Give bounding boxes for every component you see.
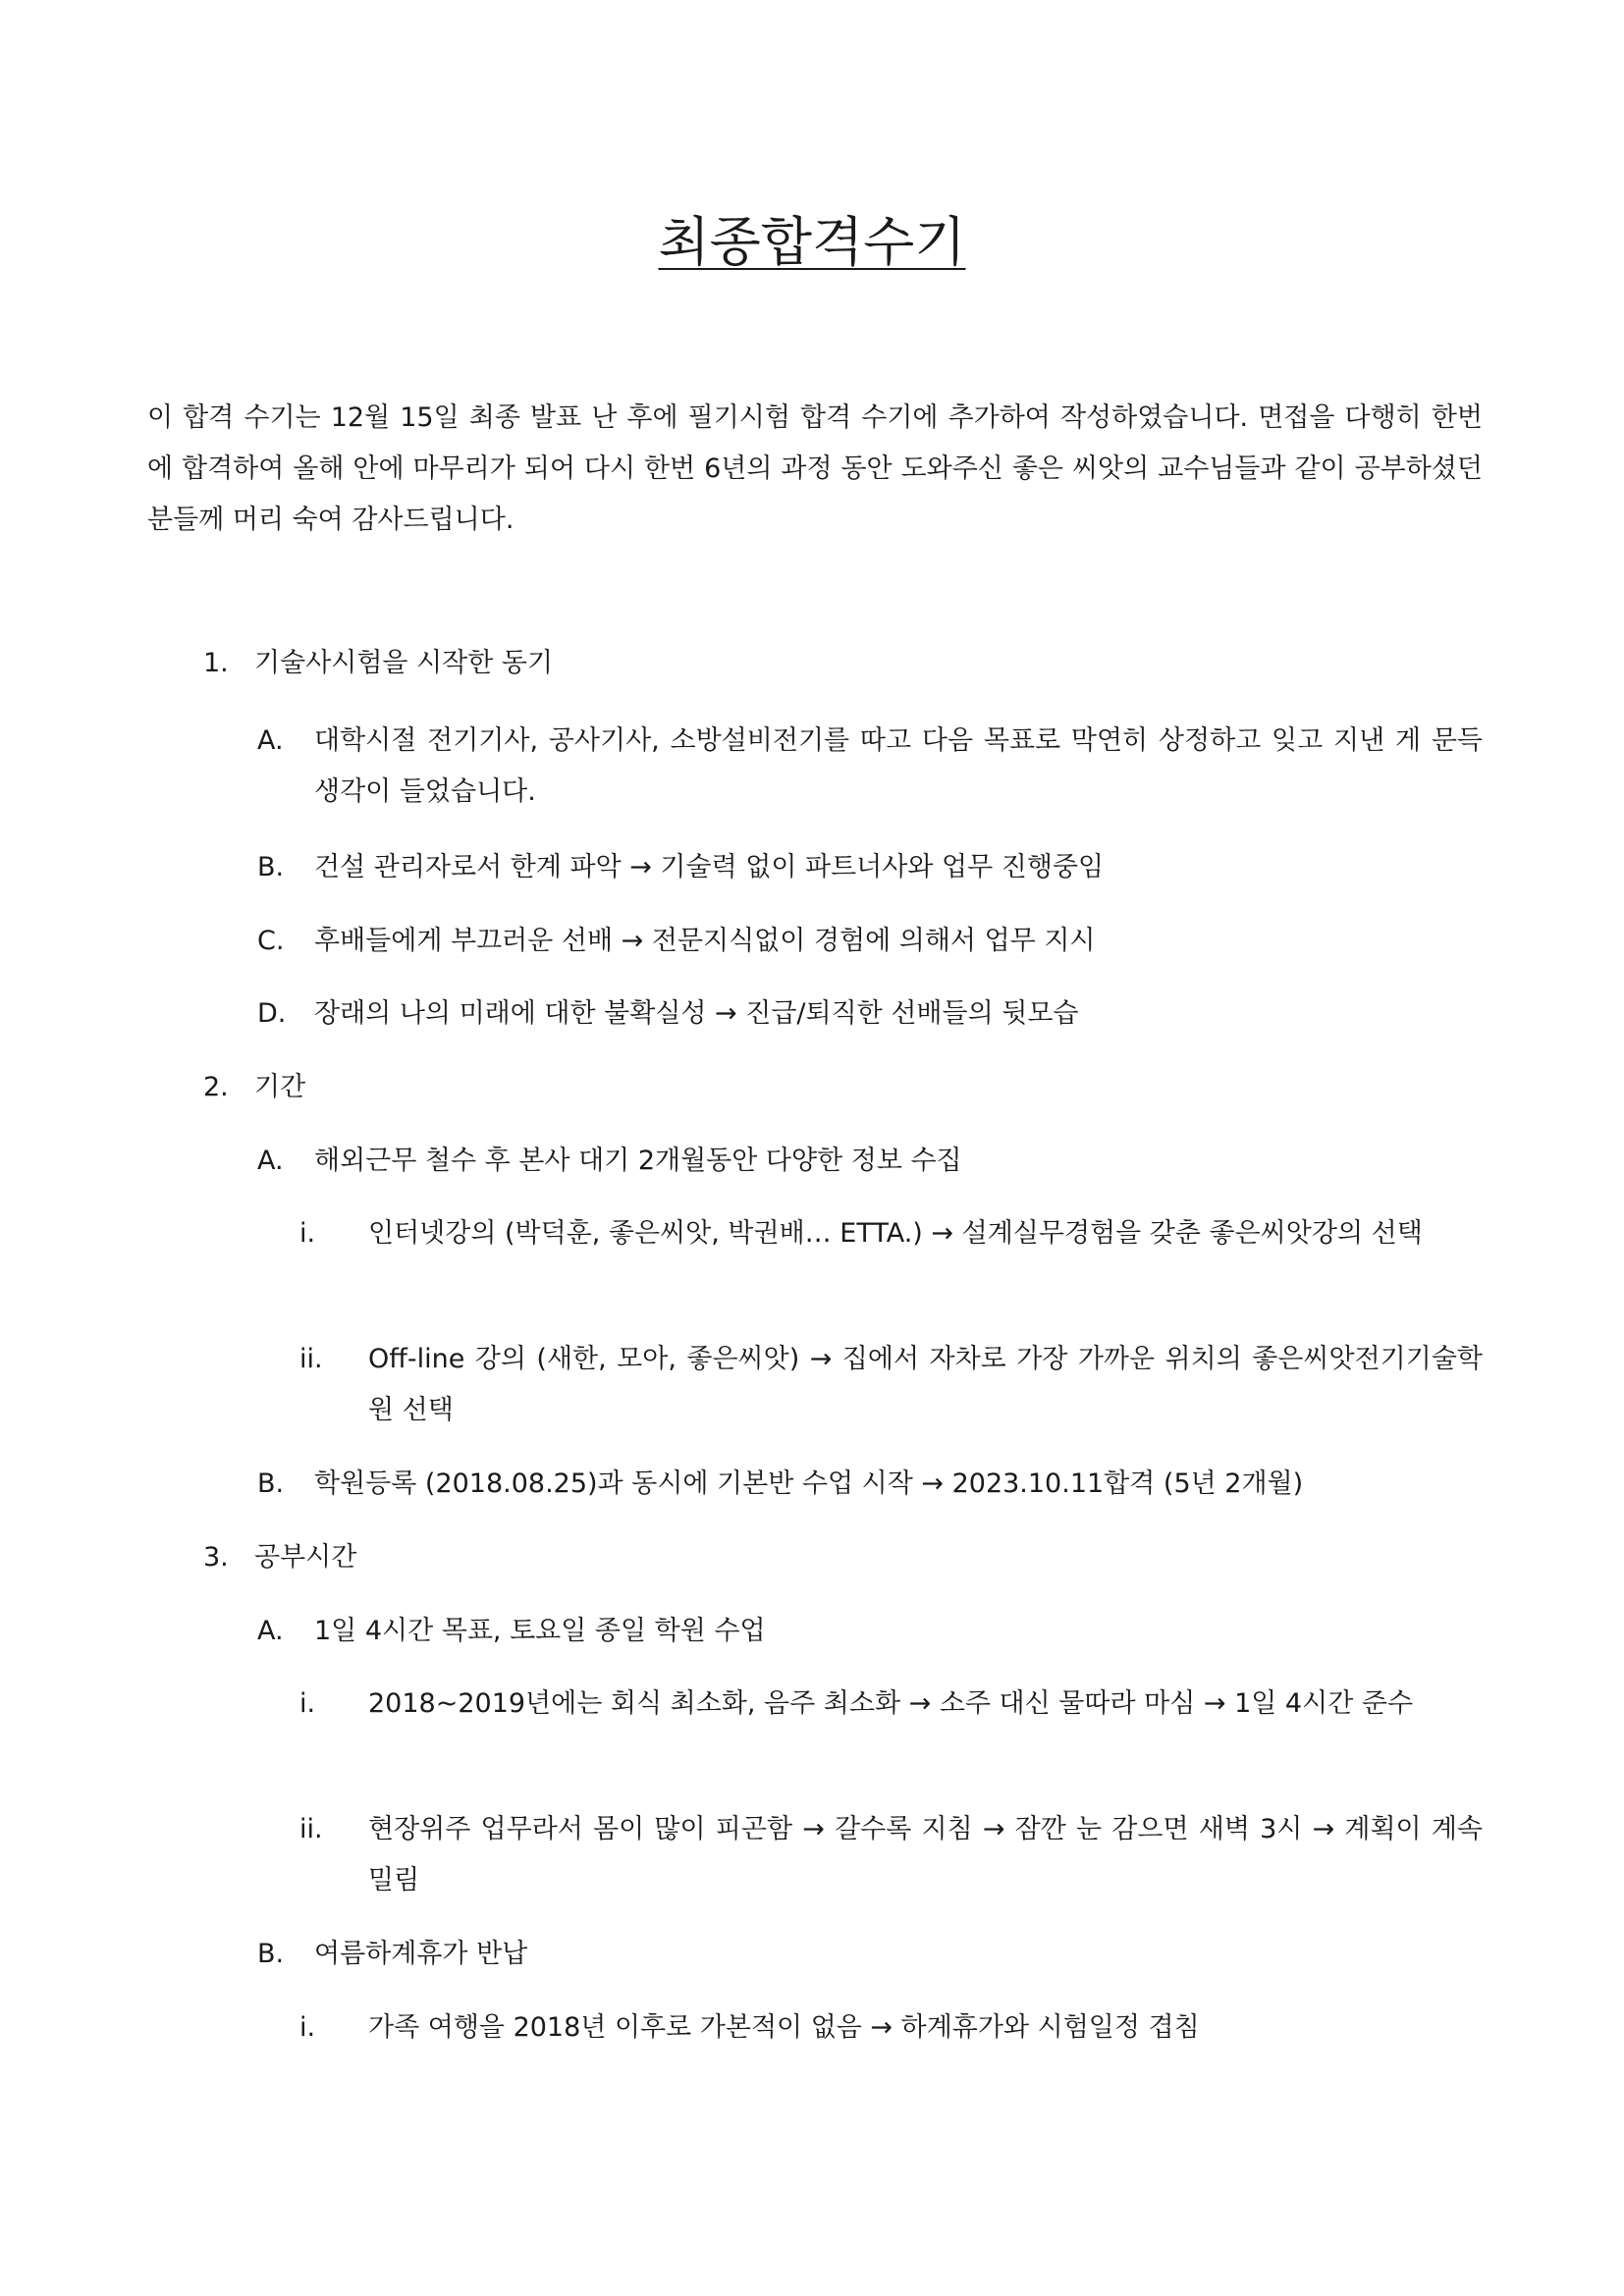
list-text: 1일 4시간 목표, 토요일 종일 학원 수업: [314, 1616, 766, 1646]
list-marker: ii.: [299, 1814, 323, 1844]
list-text: 기간: [254, 1072, 306, 1102]
list-marker: A.: [257, 725, 284, 756]
list-text: 학원등록 (2018.08.25)과 동시에 기본반 수업 시작 → 2023.10.11합격 (5년 2개월): [314, 1468, 1304, 1499]
list-marker: B.: [257, 852, 285, 882]
list-text: 장래의 나의 미래에 대한 불확실성 → 진급/퇴직한 선배들의 뒷모습: [314, 998, 1079, 1029]
list-text: 여름하계휴가 반납: [314, 1939, 528, 1969]
list-marker: B.: [257, 1468, 285, 1499]
list-marker: 1.: [203, 648, 229, 678]
list-marker: A.: [257, 1616, 284, 1646]
list-marker: 3.: [203, 1542, 229, 1573]
list-marker: B.: [257, 1939, 285, 1969]
list-text: 건설 관리자로서 한계 파악 → 기술력 없이 파트너사와 업무 진행중임: [314, 852, 1105, 882]
list-text: 2018~2019년에는 회식 최소화, 음주 최소화 → 소주 대신 물따라 마심 → 1일 4시간 준수: [368, 1688, 1414, 1719]
list-marker: C.: [257, 926, 285, 956]
list-marker: D.: [257, 998, 287, 1029]
list-text: 기술사시험을 시작한 동기: [254, 648, 554, 678]
list-marker: A.: [257, 1146, 284, 1176]
document-title-text: 최종합격수기: [658, 211, 966, 273]
list-text: 현장위주 업무라서 몸이 많이 피곤함 → 갈수록 지침 → 잠깐 눈 감으면 새벽 3시 → 계획이 계속 밀림: [368, 1814, 1483, 1896]
list-text: 대학시절 전기기사, 공사기사, 소방설비전기를 따고 다음 목표로 막연히 상정하고 잊고 지낸 게 문득 생각이 들었습니다.: [314, 725, 1483, 807]
list-marker: i.: [299, 2012, 316, 2043]
list-text: 가족 여행을 2018년 이후로 가본적이 없음 → 하계휴가와 시험일정 겹침: [368, 2012, 1200, 2043]
list-marker: i.: [299, 1218, 316, 1249]
intro-paragraph: 이 합격 수기는 12월 15일 최종 발표 난 후에 필기시험 합격 수기에 추가하여 작성하였습니다. 면접을 다행히 한번에 합격하여 올해 안에 마무리가 되어 다시 한번 6년의 과정 동안 도와주신 좋은 씨앗의 교수님들과 같이 공부하셨던 분들께 머리 숙여 감사드립니다.: [147, 402, 1483, 535]
document-title: [0, 208, 1624, 277]
list-marker: 2.: [203, 1072, 229, 1102]
list-text: 인터넷강의 (박덕훈, 좋은씨앗, 박권배… ETTA.) → 설계실무경험을 갖춘 좋은씨앗강의 선택: [368, 1218, 1423, 1249]
list-text: 해외근무 철수 후 본사 대기 2개월동안 다양한 정보 수집: [314, 1146, 962, 1176]
list-marker: i.: [299, 1688, 316, 1719]
list-text: 후배들에게 부끄러운 선배 → 전문지식없이 경험에 의해서 업무 지시: [314, 926, 1096, 956]
list-text: 공부시간: [254, 1542, 357, 1573]
list-text: Off-line 강의 (새한, 모아, 좋은씨앗) → 집에서 자차로 가장 가까운 위치의 좋은씨앗전기기술학원 선택: [368, 1344, 1483, 1425]
list-marker: ii.: [299, 1344, 323, 1374]
